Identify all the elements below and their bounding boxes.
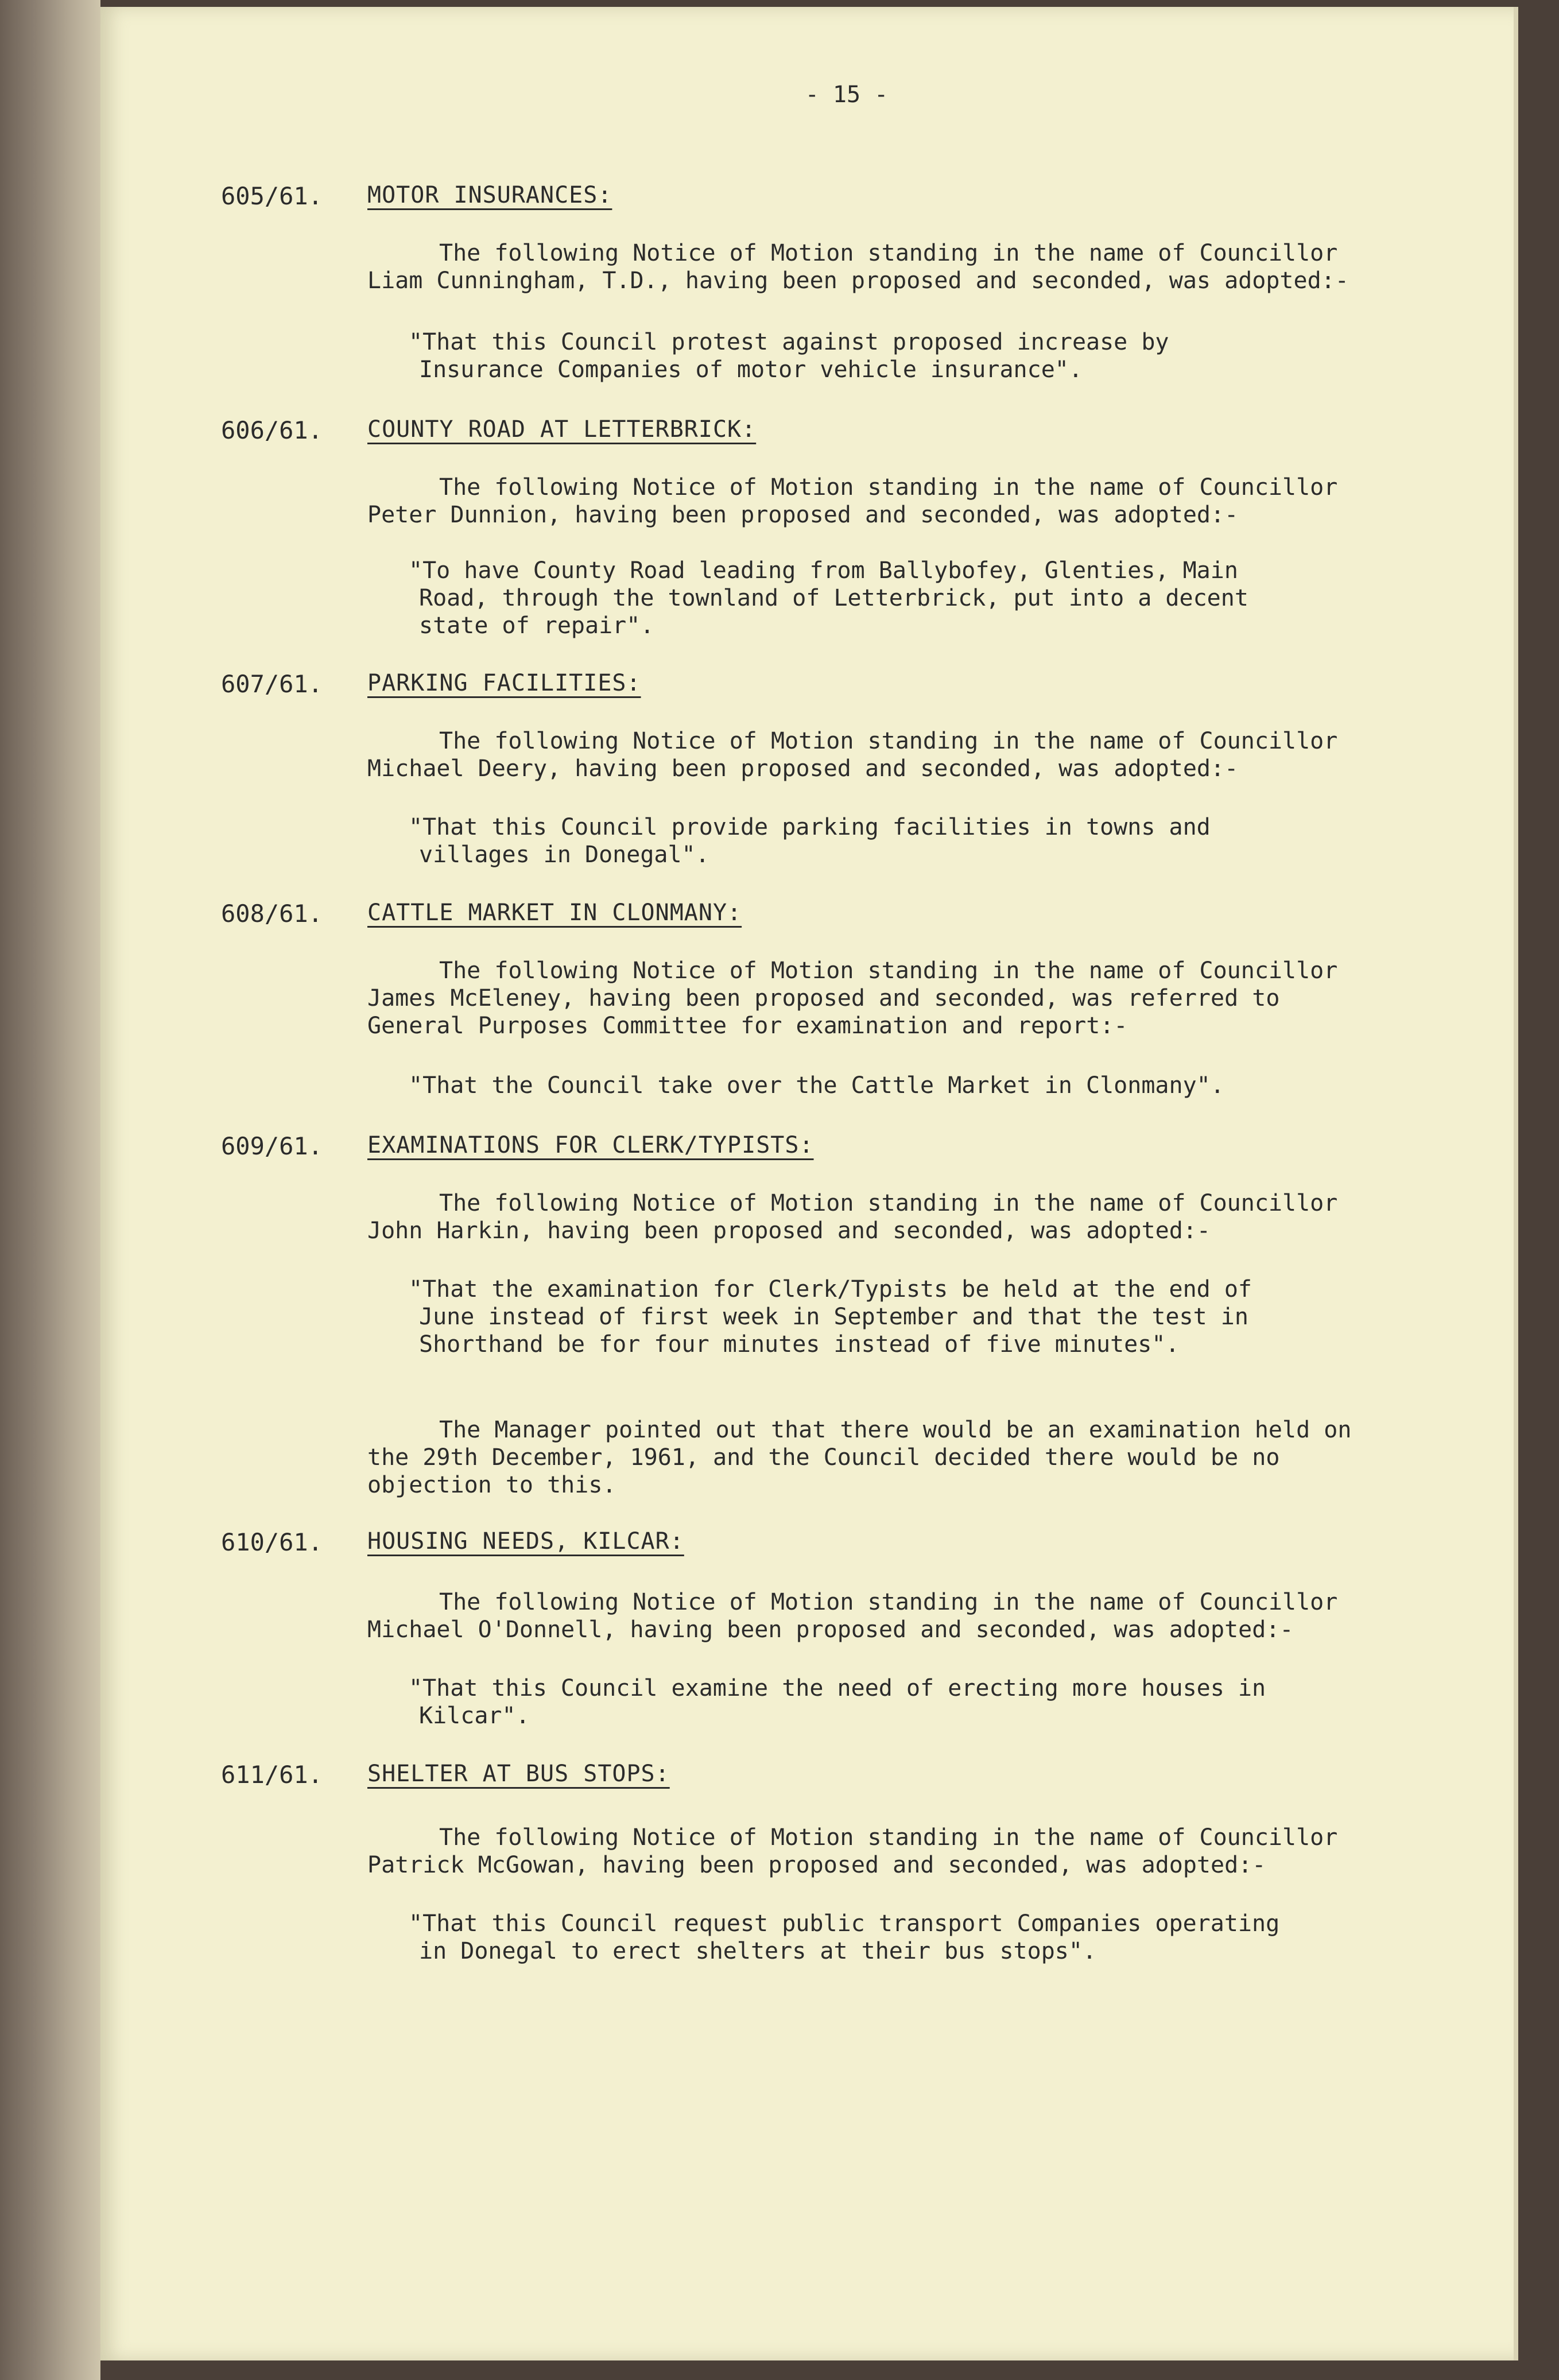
page-number: - 15 - bbox=[805, 82, 889, 108]
book-binding bbox=[0, 0, 100, 2380]
item-number: 610/61. bbox=[221, 1528, 323, 1556]
item-paragraph: The following Notice of Motion standing in the name of Councillor John Harkin, having been proposed and seconded, was adopted:- bbox=[367, 1190, 1338, 1244]
item-heading: HOUSING NEEDS, KILCAR: bbox=[367, 1528, 684, 1555]
page-edge bbox=[1514, 7, 1518, 2360]
item-quote: "That the Council take over the Cattle Market in Clonmany". bbox=[409, 1072, 1224, 1099]
item-paragraph: The following Notice of Motion standing in the name of Councillor Michael Deery, having been proposed and seconded, was adopted:- bbox=[367, 728, 1338, 782]
item-heading: MOTOR INSURANCES: bbox=[367, 182, 612, 208]
item-heading: SHELTER AT BUS STOPS: bbox=[367, 1761, 670, 1787]
item-quote: "To have County Road leading from Ballybofey, Glenties, Main Road, through the townland of Letterbrick, put into a decent state of repair". bbox=[409, 557, 1248, 639]
item-quote: "That this Council request public transport Companies operating in Donegal to erect shelters at their bus stops". bbox=[409, 1910, 1280, 1964]
item-paragraph: The following Notice of Motion standing in the name of Councillor Peter Dunnion, having been proposed and seconded, was adopted:- bbox=[367, 474, 1338, 528]
item-number: 608/61. bbox=[221, 900, 323, 928]
item-quote: "That this Council protest against proposed increase by Insurance Companies of motor vehicle insurance". bbox=[409, 329, 1169, 383]
item-number: 609/61. bbox=[221, 1132, 323, 1160]
item-quote: "That this Council examine the need of erecting more houses in Kilcar". bbox=[409, 1675, 1266, 1729]
item-number: 607/61. bbox=[221, 670, 323, 698]
item-heading: EXAMINATIONS FOR CLERK/TYPISTS: bbox=[367, 1132, 814, 1158]
item-number: 606/61. bbox=[221, 416, 323, 444]
item-paragraph: The following Notice of Motion standing in the name of Councillor Liam Cunningham, T.D., having been proposed and seconded, was adopted:- bbox=[367, 240, 1349, 294]
item-heading: PARKING FACILITIES: bbox=[367, 670, 641, 696]
item-paragraph: The following Notice of Motion standing in the name of Councillor Patrick McGowan, having been proposed and seconded, was adopted:- bbox=[367, 1824, 1338, 1878]
item-number: 605/61. bbox=[221, 182, 323, 210]
item-number: 611/61. bbox=[221, 1761, 323, 1789]
item-heading: COUNTY ROAD AT LETTERBRICK: bbox=[367, 416, 757, 443]
document-page bbox=[100, 7, 1518, 2360]
item-note: The Manager pointed out that there would be an examination held on the 29th December, 1961, and the Council decided there would be no objection to this. bbox=[367, 1417, 1352, 1498]
item-paragraph: The following Notice of Motion standing in the name of Councillor James McEleney, having been proposed and seconded, was referred to General Purposes Committee for examination and report:- bbox=[367, 958, 1338, 1039]
item-quote: "That the examination for Clerk/Typists be held at the end of June instead of first week in September and that the test in Shorthand be for four minutes instead of five minutes". bbox=[409, 1276, 1252, 1358]
item-heading: CATTLE MARKET IN CLONMANY: bbox=[367, 900, 742, 926]
item-paragraph: The following Notice of Motion standing in the name of Councillor Michael O'Donnell, having been proposed and seconded, was adopted:- bbox=[367, 1589, 1338, 1643]
item-quote: "That this Council provide parking facilities in towns and villages in Donegal". bbox=[409, 814, 1211, 868]
